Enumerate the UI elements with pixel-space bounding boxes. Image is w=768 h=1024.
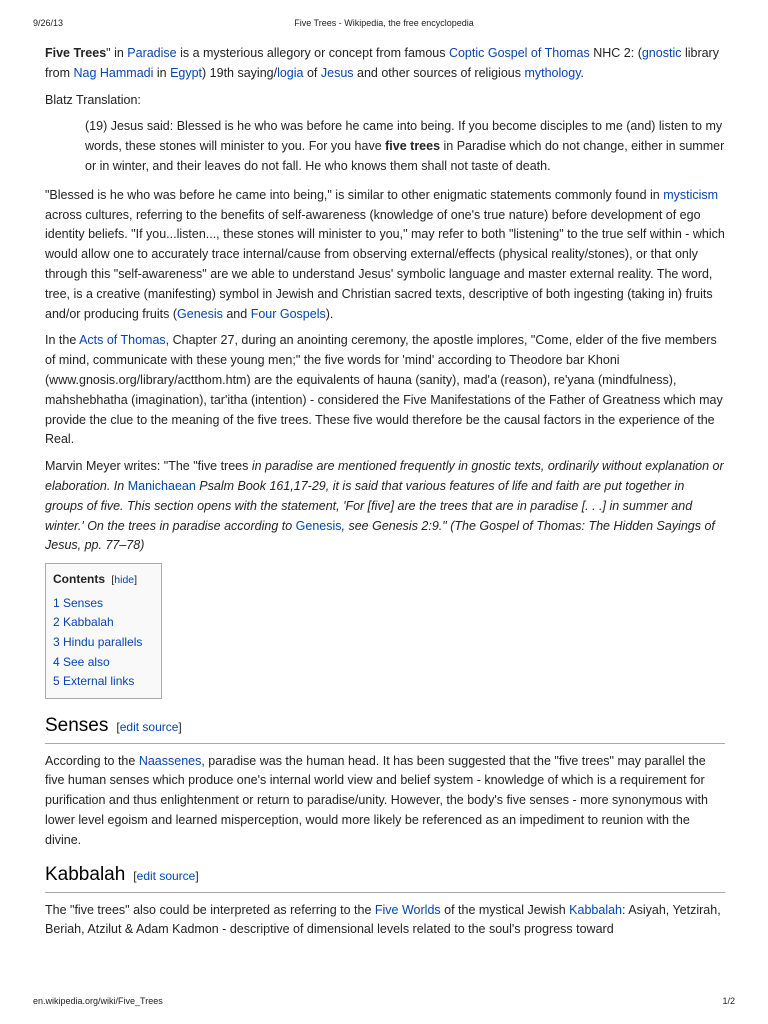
meyer-paragraph [45,457,725,556]
text-run: . [580,65,584,80]
quote-bold-term: five trees [385,139,441,154]
print-page-number: 1/2 [722,996,735,1006]
bracket: ] [134,574,138,587]
intro-paragraph [45,44,725,84]
text-run: in Paradise which do not change, either in summer or in winter, and their leaves do not fall. He who knows them shall not taste of death. [85,139,725,173]
link-naassenes[interactable]: Naassenes [138,753,202,768]
heading-text: Kabbalah [45,863,126,885]
print-footer [33,996,735,1008]
edit-section [133,869,198,883]
section-heading-senses [45,714,725,744]
toc-header [53,570,161,591]
edit-section [116,720,181,734]
link-genesis[interactable]: Genesis [177,306,223,321]
bracket: [ [111,574,115,587]
section-heading-kabbalah [45,863,725,893]
text-run: and [222,306,251,321]
edit-source-link-senses[interactable]: edit source [119,719,179,734]
italic-run: in paradise are mentioned frequently in gnostic texts, ordinarily without explanation or elaboration. In [45,459,724,493]
text-run: According to the [45,753,139,768]
text-run: across cultures, referring to the benefits of self-awareness (knowledge of one's true nature) before development of ego identity beliefs. "If you...listen..., these stones will minister to you," may refer to both "listening" to the true self within - which would allow one to accurately trace internal/cause from observing external/effects (physical reality/stones), or that only through this "self-awareness" are we able to understand Jesus' symbolic language and master external reality. The word, tree, is a creative (manifesting) symbol in Jewish and Christian sacred texts, descriptive of both ingesting (taking in) fruits and/or producing fruits ( [45,207,725,321]
toc-item-hindu-parallels[interactable]: 3 Hindu parallels [53,634,143,649]
italic-run: , see Genesis 2:9." (The Gospel of Thomas: The Hidden Sayings of Jesus, pp. 77–78) [45,518,715,553]
text-run: In the [45,333,80,348]
print-header [33,18,735,30]
print-url: en.wikipedia.org/wiki/Five_Trees [33,996,163,1006]
italic-run: Psalm Book 161,17-29, it is said that various features of life and faith are put together in groups of five. This section opens with the statement, 'For [five] are the trees that are in paradise [. . .] in summer and winter.' On the trees in paradise according to [45,478,693,533]
toc-item-see-also[interactable]: 4 See also [53,654,110,669]
toc-toggle [111,574,137,586]
toc-title: Contents [53,572,105,587]
text-run: "Blessed is he who was before he came into being," is similar to other enigmatic statements commonly found in [45,187,664,202]
toc-hide-link[interactable]: hide [114,574,135,587]
link-acts-of-thomas[interactable]: Acts of Thomas [79,333,166,348]
text-run: and other sources of religious [353,65,525,80]
link-mythology[interactable]: mythology [524,65,581,80]
article-term: Five Trees [45,46,107,60]
kabbalah-paragraph [45,901,725,941]
link-manichaean[interactable]: Manichaean [127,478,196,493]
text-run: NHC 2: ( [589,46,642,60]
print-date: 9/26/13 [33,18,64,28]
bracket: ] [178,719,182,734]
text-run: The "five trees" also could be interpreted as referring to the [45,902,375,917]
table-of-contents [45,563,162,699]
link-paradise[interactable]: Paradise [127,46,177,60]
text-run: ) 19th saying/ [202,65,278,80]
link-mysticism[interactable]: mysticism [663,187,719,202]
link-genesis-2[interactable]: Genesis [295,518,342,533]
link-coptic-gospel[interactable]: Coptic Gospel of Thomas [448,46,590,60]
link-kabbalah[interactable]: Kabbalah [569,902,622,917]
toc-item-kabbalah[interactable]: 2 Kabbalah [53,615,114,630]
quote-text [85,117,725,176]
text-run: of [303,65,321,80]
text-run: " in [106,46,128,60]
bracket: [ [133,868,137,883]
text-run: : Asiyah, Yetzirah, Beriah, Atzilut & Adam Kadmon - descriptive of dimensional levels related to the soul's progress toward [45,902,721,937]
text-run: Marvin Meyer writes: "The "five trees [45,459,252,474]
print-page-title: Five Trees - Wikipedia, the free encyclopedia [294,18,474,28]
saying-quote [85,117,725,176]
mysticism-paragraph [45,186,725,325]
link-five-worlds[interactable]: Five Worlds [374,902,441,917]
acts-paragraph [45,331,725,450]
translation-label: Blatz Translation: [45,92,141,107]
link-gnostic[interactable]: gnostic [641,46,682,60]
text-run: library from [45,46,719,80]
senses-paragraph [45,752,725,851]
heading-text: Senses [45,714,109,736]
article-body [45,44,725,947]
toc-item-external-links[interactable]: 5 External links [53,674,135,689]
link-logia[interactable]: logia [277,65,304,80]
link-four-gospels[interactable]: Four Gospels [250,306,326,321]
text-run: of the mystical Jewish [440,902,570,917]
toc-item-senses[interactable]: 1 Senses [53,595,104,610]
text-run: , Chapter 27, during an anointing ceremony, the apostle implores, "Come, elder of the five members of mind, communicate with these young men;" the five words for 'mind' according to Theodore bar Khoni (www.gnosis.org/library/actthom.htm) are the equivalents of hauna (sanity), mad'a (reason), re'yana (mindfulness), mahshebhatha (imagination), tar'itha (intention) - considered the Five Manifestations of the Father of Greatness which may provide the clue to the meaning of the five trees. These five would therefore be the causal factors in the experience of the Real. [45,333,723,447]
edit-source-link-kabbalah[interactable]: edit source [136,868,196,883]
link-jesus[interactable]: Jesus [320,65,354,80]
text-run: (19) Jesus said: Blessed is he who was before he came into being. If you become disciples to me (and) listen to my words, these stones will minister to you. For you have [85,119,723,154]
bracket: ] [195,868,199,883]
bracket: [ [116,719,120,734]
text-run: , paradise was the human head. It has been suggested that the "five trees" may parallel the five human senses which produce one's internal world view and belief system - knowledge of which is a requirement for purification and thus enlightenment or return to paradise/unity. However, the body's five senses - more synonymous with lower level egoism and learned misperception, would more likely be referenced as an impediment to reunion with the divine. [45,753,708,847]
text-run: in [153,65,171,80]
link-nag-hammadi[interactable]: Nag Hammadi [73,65,154,80]
text-run: ). [325,306,334,321]
text-run: is a mysterious allegory or concept from famous [176,46,449,60]
link-egypt[interactable]: Egypt [170,65,203,80]
